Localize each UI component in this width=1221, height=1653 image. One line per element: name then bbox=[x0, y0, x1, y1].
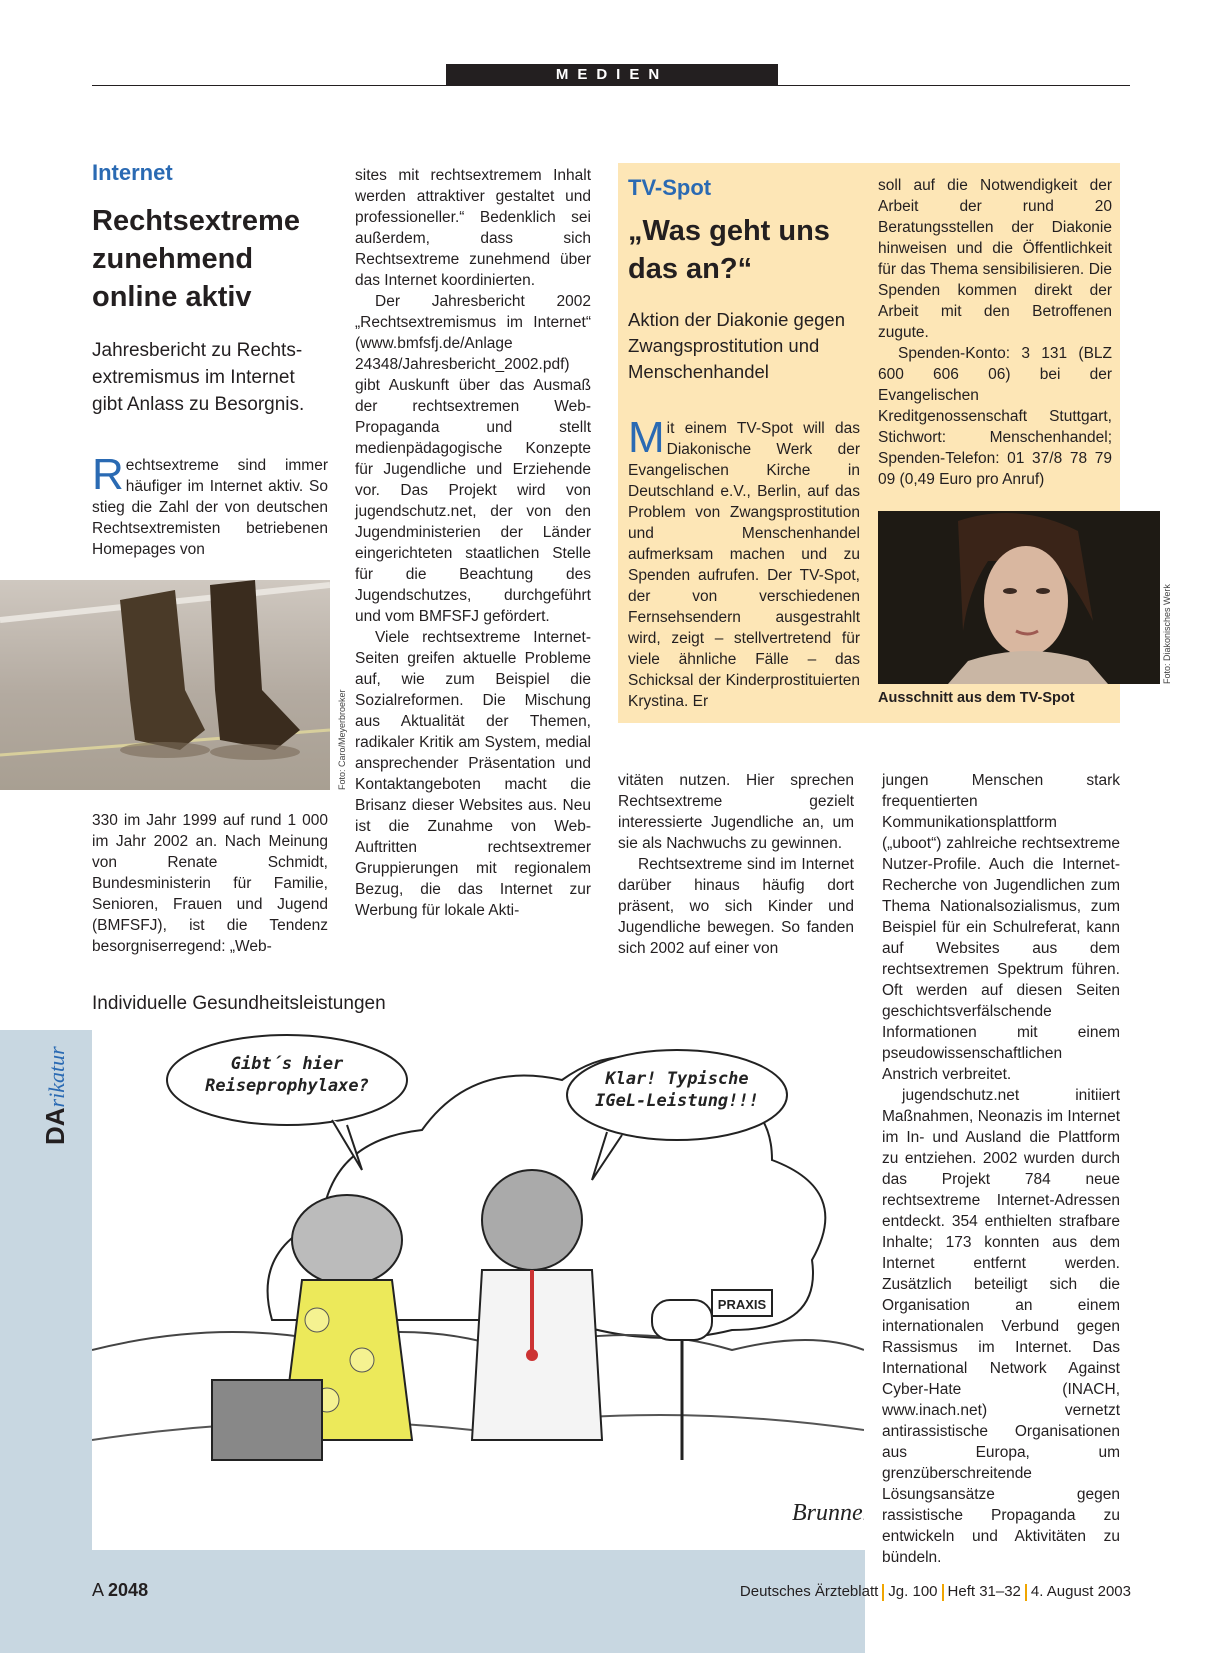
journal-issue: Heft 31–32 bbox=[947, 1583, 1021, 1600]
article1-col2 bbox=[355, 165, 591, 921]
article1-col1-top-text: echtsextreme sind immer häufiger im Internet aktiv. So stieg die Zahl der von deutschen Rechtsextremisten betriebenen Homepages von bbox=[92, 457, 328, 558]
bubble-right-text: Klar! Typische IGeL-Leistung!!! bbox=[595, 1069, 759, 1111]
article1-col2-p2: Der Jahresbericht 2002 „Rechtsextremismus im Internet“ (www.bmfsfj.de/Anlage 24348/Jahresbericht_2002.pdf) gibt Auskunft über das Ausmaß der rechtsextremen Web-Propaganda und stellt medienpädagogische Konzepte für Jugendliche und Erziehende vor. Das Projekt wird von jugendschutz.net, der von den Jugendministerien der Länder eingerichteten staatlichen Stelle für die Beachtung des Jugendschutzes, durchgeführt und vom BMFSFJ gefördert. bbox=[355, 293, 591, 625]
article1-dropcap: R bbox=[92, 450, 124, 499]
article2-col2-p1: soll auf die Notwendigkeit der Arbeit der rund 20 Beratungsstellen der Diakonie hinweisen und die Öffentlichkeit für das Thema sensibilisieren. Die Spenden kommen direkt der Arbeit mit den Betroffenen zugute. bbox=[878, 177, 1112, 341]
article2-col1 bbox=[628, 413, 860, 712]
bubble-left-text: Gibt´s hier Reiseprophylaxe? bbox=[205, 1054, 369, 1096]
article1-col2-p1: sites mit rechtsextremem Inhalt werden attraktiver gestaltet und professioneller.“ Bedenklich sei außerdem, dass sich Rechtsextreme zunehmend über das Internet koordinierten. bbox=[355, 167, 591, 289]
cartoon-illustration bbox=[92, 1020, 864, 1550]
article2-kicker: TV-Spot bbox=[628, 175, 712, 200]
tvspot-photo-illustration bbox=[878, 511, 1160, 684]
footer-band bbox=[0, 1550, 865, 1653]
article1-col3-p2: Rechtsextreme sind im Internet darüber hinaus häufig dort präsent, wo sich Kinder und Jugendliche bewegen. So fanden sich 2002 auf einer von bbox=[618, 856, 854, 957]
article2-col2 bbox=[878, 175, 1112, 490]
page-prefix: A bbox=[92, 1580, 104, 1600]
page-number bbox=[92, 1580, 148, 1601]
article2-col2-p2: Spenden-Konto: 3 131 (BLZ 600 606 06) bei der Evangelischen Kreditgenossenschaft Stuttgart, Stichwort: Menschenhandel; Spenden-Telefon: 01 37/8 78 79 09 (0,49 Euro pro Anruf) bbox=[878, 345, 1112, 488]
tvspot-photo bbox=[878, 511, 1160, 684]
journal-date: 4. August 2003 bbox=[1030, 1583, 1131, 1600]
header-rule bbox=[92, 85, 1130, 86]
cartoon-title: Individuelle Gesundheitsleistungen bbox=[92, 993, 386, 1014]
footer-separator bbox=[1025, 1584, 1027, 1601]
article2-headline: „Was geht uns das an?“ bbox=[628, 215, 830, 285]
footer-separator bbox=[942, 1584, 944, 1601]
journal-info bbox=[740, 1583, 1131, 1601]
article1-col4-p2: jugendschutz.net initiiert Maßnahmen, Neonazis im Internet im In- und Ausland die Plattform zu entziehen. 2002 wurden durch das Projekt 784 neue rechtsextreme Internet-Adressen entdeckt. 354 enthielten strafbare Inhalte; 173 konnten aus dem Internet entfernt werden. Zusätzlich beteiligt sich die Organisation an einem internationalen Verbund gegen Rassismus im Internet. Das International Network Against Cyber-Hate (INACH, www.inach.net) vernetzt antirassistische Organisationen aus Europa, um grenzüberschreitende Lösungsansätze gegen rassistische Propaganda zu entwickeln und Aktivitäten zu bündeln. bbox=[882, 1087, 1120, 1566]
praxis-sign: PRAXIS bbox=[717, 1297, 767, 1312]
article1-col3-p1: vitäten nutzen. Hier sprechen Rechtsextreme gezielt interessierte Jugendliche an, um sie als Nachwuchs zu gewinnen. bbox=[618, 772, 854, 852]
article1-kicker: Internet bbox=[92, 160, 173, 185]
boots-photo-credit: Foto: Caro/Meyerbroeker bbox=[337, 689, 347, 790]
article2-col1-text: it einem TV-Spot will das Diakonische Werk der Evangelischen Kirche in Deutschland e.V., Berlin, auf das Problem von Zwangsprostitution und Menschenhandel aufmerksam machen und zu Spenden aufrufen. Der TV-Spot, der von verschiedenen Fernsehsendern ausgestrahlt wird, zeigt – stellvertretend für viele ähnliche Fälle – das Schicksal der Kinderprostituierten Krystina. Er bbox=[628, 420, 860, 710]
page-number-value: 2048 bbox=[108, 1580, 149, 1600]
article1-headline: Rechtsextreme zunehmend online aktiv bbox=[92, 205, 300, 313]
darikatur-label bbox=[40, 1046, 71, 1145]
article1-col1-top bbox=[92, 450, 328, 560]
cartoon-image bbox=[92, 1020, 864, 1550]
article1-col1-bottom: 330 im Jahr 1999 auf rund 1 000 im Jahr 2002 an. Nach Meinung von Renate Schmidt, Bundesministerin für Familie, Senioren, Frauen und Jugend (BMFSFJ), ist die Tendenz besorgniserregend: „Web- bbox=[92, 812, 328, 955]
journal-volume: Jg. 100 bbox=[888, 1583, 938, 1600]
darikatur-rikatur: rikatur bbox=[44, 1046, 69, 1108]
article1-deck: Jahresbericht zu Rechtsextremismus im Internet gibt Anlass zu Besorgnis. bbox=[92, 340, 305, 415]
tvspot-photo-credit: Foto: Diakonisches Werk bbox=[1162, 584, 1172, 684]
article1-col4-p1: jungen Menschen stark frequentierten Kommunikationsplattform („uboot“) zahlreiche rechtsextreme Nutzer-Profile. Auch die Internet-Recherche von Jugendlichen zum Thema Nationalsozialismus, zum Beispiel für ein Schulreferat, kann auf Websites aus dem rechtsextremen Spektrum führen. Oft werden auf diesen Seiten geschichtsverfälschende Informationen mit einem pseudowissenschaftlichen Anstrich verbreitet. bbox=[882, 772, 1120, 1083]
tvspot-photo-caption: Ausschnitt aus dem TV-Spot bbox=[878, 690, 1075, 706]
cartoon-signature: Brunner bbox=[792, 1500, 864, 1526]
footer-separator bbox=[882, 1584, 884, 1601]
article2-dropcap: M bbox=[628, 413, 665, 462]
article1-col4 bbox=[882, 770, 1120, 1568]
article1-col3 bbox=[618, 770, 854, 959]
boots-photo bbox=[0, 580, 330, 790]
article1-col2-p3: Viele rechtsextreme Internet-Seiten greifen aktuelle Probleme auf, wie zum Beispiel die Sozialreformen. Die Mischung aus Aktualität der Themen, radikaler Kritik am System, medial ansprechender Präsentation und Kontaktangeboten macht die Brisanz dieser Websites aus. Neu ist die Zunahme von Web-Auftritten rechtsextremer Gruppierungen mit regionalem Bezug, die das Internet zur Werbung für lokale Akti- bbox=[355, 629, 591, 919]
boots-photo-illustration bbox=[0, 580, 330, 790]
section-label: MEDIEN bbox=[446, 64, 778, 86]
darikatur-da: DA bbox=[40, 1107, 70, 1145]
journal-name: Deutsches Ärzteblatt bbox=[739, 1583, 879, 1600]
article2-deck: Aktion der Diakonie gegen Zwangsprostitution und Menschenhandel bbox=[628, 309, 846, 382]
